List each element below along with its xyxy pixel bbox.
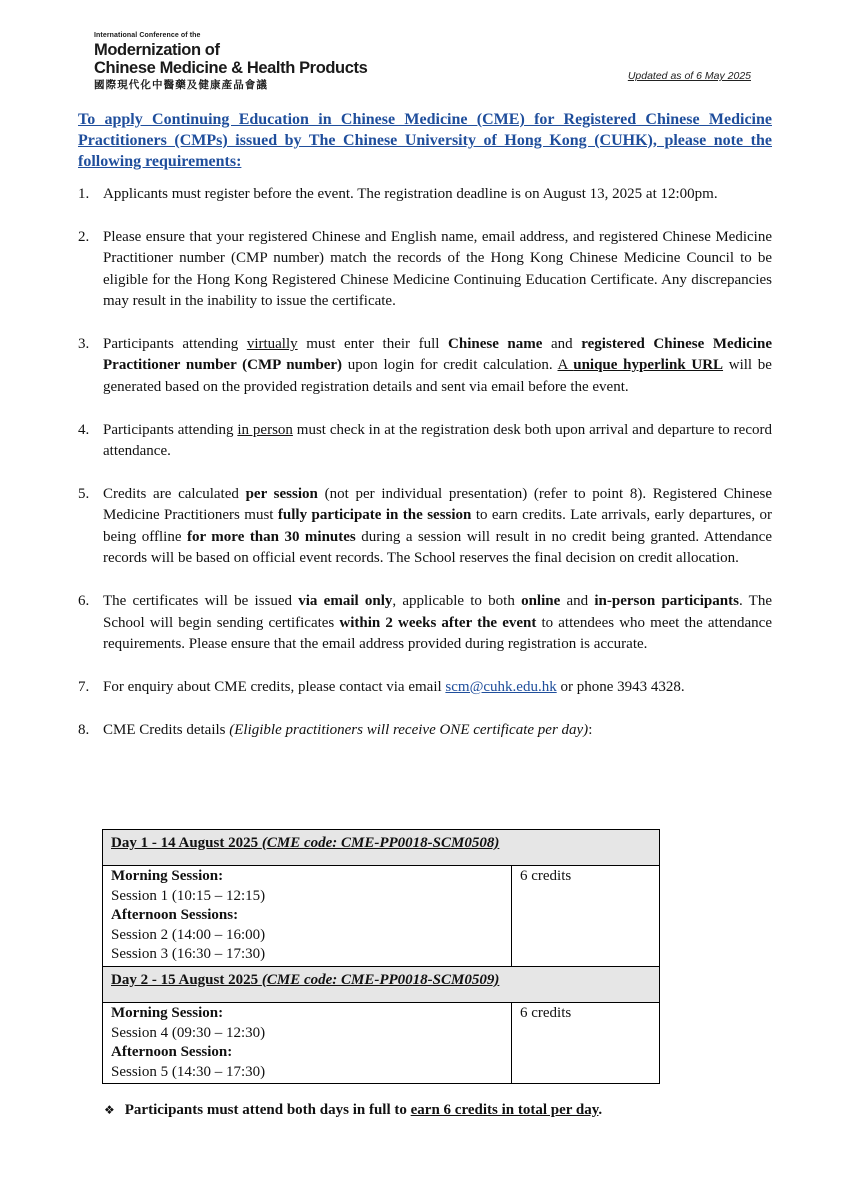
cme-credits-table	[102, 829, 660, 1084]
table-row	[103, 1002, 660, 1083]
day2-credits: 6 credits	[512, 1002, 660, 1083]
list-item	[78, 420, 772, 463]
logo-line-3: Chinese Medicine & Health Products	[94, 58, 368, 77]
item-number: 4.	[78, 421, 90, 438]
item-number: 5.	[78, 486, 90, 503]
item-text: For enquiry about CME credits, please contact via email scm@cuhk.edu.hk or phone 3943 4328.	[103, 678, 685, 695]
table-row	[103, 866, 660, 967]
list-item	[78, 184, 772, 205]
conference-logo	[94, 32, 367, 91]
item-text: CME Credits details (Eligible practitioners will receive ONE certificate per day):	[103, 721, 593, 738]
list-item	[78, 591, 772, 655]
logo-line-4: 國際現代化中醫藥及健康產品會議	[94, 79, 268, 91]
item-number: 8.	[78, 721, 90, 738]
day2-sessions: Morning Session: Session 4 (09:30 – 12:30) Afternoon Session: Session 5 (14:30 – 17:30)	[103, 1002, 512, 1083]
table-row	[103, 966, 660, 1002]
item-text: Participants attending virtually must enter their full Chinese name and registered Chinese Medicine Practitioner number (CMP number) upon login for credit calculation. A unique hyperlink URL will be generated based on the provided registration details and sent via email before the event.	[103, 336, 773, 395]
item-text: The certificates will be issued via email only, applicable to both online and in-person participants. The School will begin sending certificates within 2 weeks after the event to attendees who meet the attendance requirements. Please ensure that the email address provided during registration is accurate.	[103, 593, 772, 652]
day2-header: Day 2 - 15 August 2025 (CME code: CME-PP0018-SCM0509)	[103, 966, 660, 1002]
item-number: 6.	[78, 593, 90, 610]
list-item	[78, 484, 772, 570]
item-text: Applicants must register before the event. The registration deadline is on August 13, 2025 at 12:00pm.	[103, 186, 718, 202]
logo-line-1: International Conference of the	[94, 32, 201, 39]
page-heading: To apply Continuing Education in Chinese Medicine (CME) for Registered Chinese Medicine Practitioners (CMPs) issued by The Chinese University of Hong Kong (CUHK), please note the following requirements:	[78, 111, 772, 170]
list-item	[78, 227, 772, 313]
item-number: 2.	[78, 228, 90, 245]
email-link[interactable]: scm@cuhk.edu.hk	[445, 678, 557, 695]
list-item	[78, 334, 772, 398]
diamond-bullet-icon: ❖	[104, 1103, 115, 1117]
item-number: 7.	[78, 678, 90, 695]
item-number: 3.	[78, 336, 90, 353]
item-number: 1.	[78, 186, 90, 202]
updated-date: Updated as of 6 May 2025	[627, 70, 751, 82]
table-row	[103, 830, 660, 866]
list-item	[78, 720, 772, 741]
attendance-note: ❖ Participants must attend both days in full to earn 6 credits in total per day.	[104, 1102, 603, 1118]
day1-sessions: Morning Session: Session 1 (10:15 – 12:15) Afternoon Sessions: Session 2 (14:00 – 16:00) Session 3 (16:30 – 17:30)	[103, 866, 512, 967]
day1-header: Day 1 - 14 August 2025 (CME code: CME-PP0018-SCM0508)	[103, 830, 660, 866]
item-text: Participants attending in person must check in at the registration desk both upon arrival and departure to record attendance.	[103, 421, 772, 460]
logo-line-2: Modernization of	[94, 41, 220, 59]
item-text: Please ensure that your registered Chinese and English name, email address, and registered Chinese Medicine Practitioner number (CMP number) match the records of the Hong Kong Chinese Medicine Council to be eligible for the Hong Kong Registered Chinese Medicine Continuing Education Certificate. Any discrepancies may result in the inability to issue the certificate.	[103, 228, 772, 310]
day1-credits: 6 credits	[512, 866, 660, 967]
item-text: Credits are calculated per session (not per individual presentation) (refer to point 8). Registered Chinese Medicine Practitioners must fully participate in the session to earn credits. Late arrivals, early departures, or being offline for more than 30 minutes during a session will result in no credit being granted. Attendance records will be based on official event records. The School reserves the final decision on credit allocation.	[103, 486, 773, 567]
list-item	[78, 677, 772, 698]
requirements-list	[78, 184, 772, 763]
